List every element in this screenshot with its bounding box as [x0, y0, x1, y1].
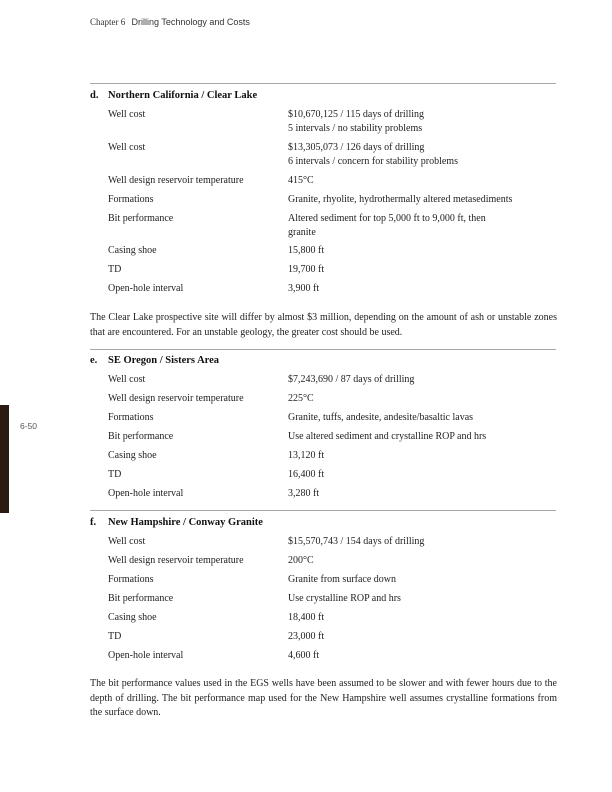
row-value [288, 108, 556, 136]
row-label: Well design reservoir temperature [108, 555, 244, 566]
section-divider [90, 349, 556, 350]
section-heading-d [90, 90, 257, 101]
row-label: Formations [108, 194, 154, 205]
row-label: Casing shoe [108, 450, 157, 461]
row-value: 13,120 ft [288, 450, 325, 461]
row-value: 3,280 ft [288, 488, 320, 499]
value-line: granite [288, 227, 316, 238]
row-label: Well cost [108, 374, 146, 385]
row-label: TD [108, 469, 122, 480]
row-label: Bit performance [108, 213, 174, 224]
row-value: Granite from surface down [288, 574, 397, 585]
section-letter: e. [90, 355, 98, 366]
page-edge-tab [0, 405, 9, 513]
row-value: Granite, tuffs, andesite, andesite/basaltic lavas [288, 412, 474, 423]
section-letter: d. [90, 90, 99, 101]
row-value: 4,600 ft [288, 650, 320, 661]
row-label: Formations [108, 574, 154, 585]
section-letter: f. [90, 517, 97, 528]
value-line: $10,670,125 / 115 days of drilling [288, 109, 425, 120]
row-label: TD [108, 631, 122, 642]
section-title: Northern California / Clear Lake [108, 90, 258, 101]
row-value: 16,400 ft [288, 469, 325, 480]
row-value: 415°C [288, 175, 314, 186]
row-value: 15,800 ft [288, 245, 325, 256]
section-divider [90, 83, 556, 84]
row-value: 19,700 ft [288, 264, 325, 275]
row-label: Open-hole interval [108, 650, 184, 661]
value-line: 5 intervals / no stability problems [288, 123, 423, 134]
row-label: Open-hole interval [108, 283, 184, 294]
row-value: 23,000 ft [288, 631, 325, 642]
section-heading-e [90, 355, 219, 366]
chapter-number: Chapter 6 [90, 17, 126, 27]
row-label: Bit performance [108, 593, 174, 604]
row-label: Well cost [108, 109, 146, 120]
row-label: Casing shoe [108, 612, 157, 623]
row-value: $15,570,743 / 154 days of drilling [288, 536, 425, 547]
page-number: 6-50 [20, 421, 38, 431]
row-label: Bit performance [108, 431, 174, 442]
row-value: 225°C [288, 393, 314, 404]
section-title: SE Oregon / Sisters Area [108, 355, 220, 366]
value-line: $13,305,073 / 126 days of drilling [288, 142, 425, 153]
row-value: Use crystalline ROP and hrs [288, 593, 401, 604]
row-label: Well design reservoir temperature [108, 393, 244, 404]
running-header [90, 17, 250, 27]
chapter-title: Drilling Technology and Costs [131, 17, 250, 27]
row-label: Well cost [108, 536, 146, 547]
row-value: $7,243,690 / 87 days of drilling [288, 374, 415, 385]
clear-lake-paragraph: The Clear Lake prospective site will differ by almost $3 million, depending on the amount of ash or unstable zones that are encountered. For an unstable geology, the greater cost should be used. [90, 312, 557, 338]
row-value: Granite, rhyolite, hydrothermally altered metasediments [288, 194, 513, 205]
section-heading-f [90, 517, 263, 528]
value-line: Altered sediment for top 5,000 ft to 9,000 ft, then [288, 213, 486, 224]
row-label: Well design reservoir temperature [108, 175, 244, 186]
row-value [288, 141, 556, 169]
row-value: 18,400 ft [288, 612, 325, 623]
row-label: Casing shoe [108, 245, 157, 256]
section-title: New Hampshire / Conway Granite [108, 517, 263, 528]
row-value: 3,900 ft [288, 283, 320, 294]
row-label: TD [108, 264, 122, 275]
row-label: Well cost [108, 142, 146, 153]
row-label: Open-hole interval [108, 488, 184, 499]
row-value [288, 212, 556, 240]
row-value: 200°C [288, 555, 314, 566]
row-value: Use altered sediment and crystalline ROP and hrs [288, 431, 487, 442]
section-divider [90, 510, 556, 511]
row-label: Formations [108, 412, 154, 423]
value-line: 6 intervals / concern for stability problems [288, 156, 458, 167]
closing-paragraph: The bit performance values used in the EGS wells have been assumed to be slower and with fewer hours due to the depth of drilling. The bit performance map used for the New Hampshire well assumes crystalline formations from the surface down. [90, 678, 557, 718]
